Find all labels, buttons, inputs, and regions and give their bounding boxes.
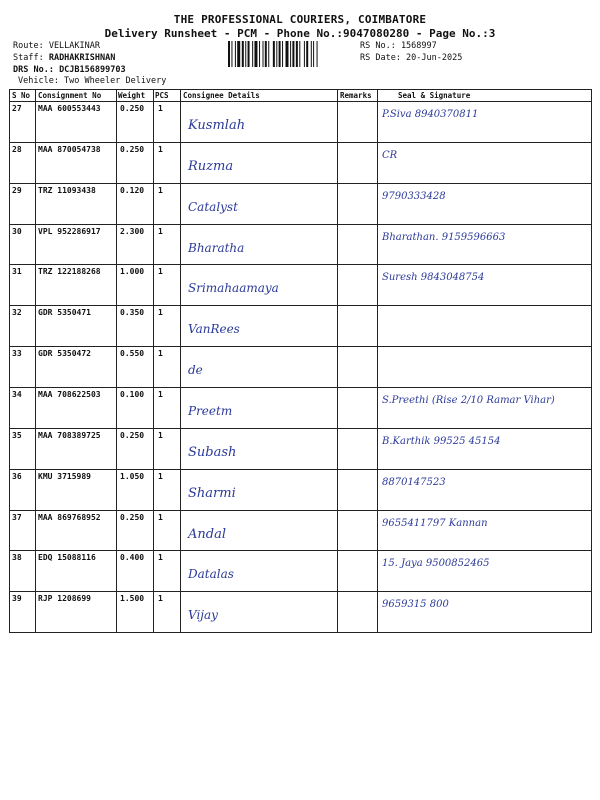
- row-divider: [10, 224, 591, 225]
- row-divider: [10, 550, 591, 551]
- row-pcs: 1: [158, 185, 163, 195]
- staff: Staff: RADHAKRISHNAN: [13, 53, 116, 63]
- col-weight: Weight: [118, 91, 146, 100]
- row-consignment: MAA 600553443: [38, 104, 101, 113]
- row-consignee-handwritten: Catalyst: [188, 199, 238, 214]
- rs-date: RS Date: 20-Jun-2025: [360, 53, 463, 63]
- row-sno: 37: [12, 512, 22, 522]
- row-signature-handwritten: 8870147523: [382, 476, 446, 488]
- row-signature-handwritten: Suresh 9843048754: [382, 272, 485, 284]
- row-consignment: VPL 952286917: [38, 226, 101, 236]
- row-consignment: RJP 1208699: [38, 594, 91, 604]
- row-weight: 1.000: [120, 267, 145, 277]
- row-weight: 0.250: [120, 104, 145, 113]
- row-consignment: EDQ 15088116: [38, 553, 96, 563]
- row-weight: 0.120: [120, 185, 145, 195]
- row-consignee-handwritten: Bharatha: [188, 240, 245, 255]
- col-remarks: Remarks: [340, 91, 372, 100]
- row-pcs: 1: [158, 308, 163, 318]
- row-signature-handwritten: B.Karthik 99525 45154: [382, 435, 501, 447]
- row-pcs: 1: [158, 104, 163, 113]
- row-signature-handwritten: CR: [382, 149, 398, 161]
- row-pcs: 1: [158, 267, 163, 277]
- row-consignment: MAA 708389725: [38, 430, 101, 440]
- row-sno: 34: [12, 389, 22, 399]
- row-consignee-handwritten: Vijay: [188, 608, 218, 623]
- row-consignee-handwritten: VanRees: [188, 322, 240, 337]
- row-consignment: KMU 3715989: [38, 471, 91, 481]
- col-sno: S No: [12, 91, 31, 100]
- drs-value: DCJB156899703: [59, 65, 126, 75]
- col-consignment: Consignment No: [38, 91, 102, 100]
- row-signature-handwritten: 9655411797 Kannan: [382, 517, 488, 529]
- row-consignment: GDR 5350472: [38, 349, 91, 359]
- runsheet-subtitle: Delivery Runsheet - PCM - Phone No.:9047080280 - Page No.:3: [104, 27, 496, 40]
- row-pcs: 1: [158, 594, 163, 604]
- row-consignment: GDR 5350471: [38, 308, 91, 318]
- row-weight: 1.500: [120, 594, 145, 604]
- vehicle: Vehicle: Two Wheeler Delivery: [18, 76, 167, 86]
- row-divider: [10, 305, 591, 306]
- row-sno: 36: [12, 471, 22, 481]
- row-weight: 0.250: [120, 144, 145, 154]
- row-sno: 29: [12, 185, 22, 195]
- row-weight: 0.100: [120, 389, 145, 399]
- row-consignee-handwritten: Sharmi: [188, 485, 236, 501]
- rs-number: RS No.: 1568997: [360, 41, 437, 51]
- row-sno: 38: [12, 553, 22, 563]
- row-divider: [10, 469, 591, 470]
- runsheet-table: [9, 89, 592, 633]
- row-divider: [10, 264, 591, 265]
- row-sno: 39: [12, 594, 22, 604]
- row-sno: 30: [12, 226, 22, 236]
- row-consignee-handwritten: Datalas: [188, 567, 234, 582]
- col-consignee: Consignee Details: [183, 91, 260, 100]
- row-weight: 0.350: [120, 308, 145, 318]
- row-consignee-handwritten: Andal: [188, 526, 226, 542]
- row-consignee-handwritten: de: [188, 363, 203, 378]
- row-signature-handwritten: S.Preethi (Rise 2/10 Ramar Vihar): [382, 394, 555, 406]
- row-signature-handwritten: Bharathan. 9159596663: [382, 231, 506, 243]
- row-consignee-handwritten: Kusmlah: [188, 118, 246, 133]
- row-consignment: TRZ 11093438: [38, 185, 96, 195]
- row-divider: [10, 510, 591, 511]
- row-weight: 0.550: [120, 349, 145, 359]
- row-weight: 0.400: [120, 553, 145, 563]
- row-pcs: 1: [158, 226, 163, 236]
- row-pcs: 1: [158, 144, 163, 154]
- drs-number: DRS No.: DCJB156899703: [13, 65, 126, 75]
- row-divider: [10, 142, 591, 143]
- row-consignee-handwritten: Srimahaamaya: [188, 281, 279, 296]
- row-consignment: MAA 708622503: [38, 389, 101, 399]
- row-pcs: 1: [158, 512, 163, 522]
- row-sno: 35: [12, 430, 22, 440]
- col-seal: Seal & Signature: [398, 91, 471, 100]
- col-pcs: PCS: [155, 91, 169, 100]
- row-consignment: MAA 869768952: [38, 512, 101, 522]
- row-divider: [10, 346, 591, 347]
- row-sno: 31: [12, 267, 22, 277]
- barcode: [228, 41, 356, 67]
- row-divider: [10, 591, 591, 592]
- row-signature-handwritten: P.Siva 8940370811: [382, 109, 479, 120]
- row-consignee-handwritten: Preetm: [188, 403, 233, 418]
- row-signature-handwritten: 9659315 800: [382, 599, 449, 611]
- row-consignee-handwritten: Subash: [188, 444, 237, 460]
- row-pcs: 1: [158, 471, 163, 481]
- row-sno: 28: [12, 144, 22, 154]
- row-sno: 32: [12, 308, 22, 318]
- row-pcs: 1: [158, 349, 163, 359]
- route: Route: VELLAKINAR: [13, 41, 100, 51]
- row-weight: 1.050: [120, 471, 145, 481]
- row-pcs: 1: [158, 553, 163, 563]
- row-sno: 33: [12, 349, 22, 359]
- row-pcs: 1: [158, 430, 163, 440]
- row-consignee-handwritten: Ruzma: [188, 158, 234, 174]
- row-divider: [10, 428, 591, 429]
- row-signature-handwritten: 15. Jaya 9500852465: [382, 558, 490, 570]
- row-weight: 2.300: [120, 226, 145, 236]
- row-consignment: TRZ 122188268: [38, 267, 101, 277]
- row-sno: 27: [12, 104, 22, 113]
- company-title: THE PROFESSIONAL COURIERS, COIMBATORE: [173, 13, 427, 26]
- row-divider: [10, 183, 591, 184]
- row-divider: [10, 387, 591, 388]
- row-weight: 0.250: [120, 430, 145, 440]
- row-consignment: MAA 870054738: [38, 144, 101, 154]
- staff-name: RADHAKRISHNAN: [48, 53, 116, 63]
- row-weight: 0.250: [120, 512, 145, 522]
- row-signature-handwritten: 9790333428: [382, 190, 446, 202]
- row-pcs: 1: [158, 389, 163, 399]
